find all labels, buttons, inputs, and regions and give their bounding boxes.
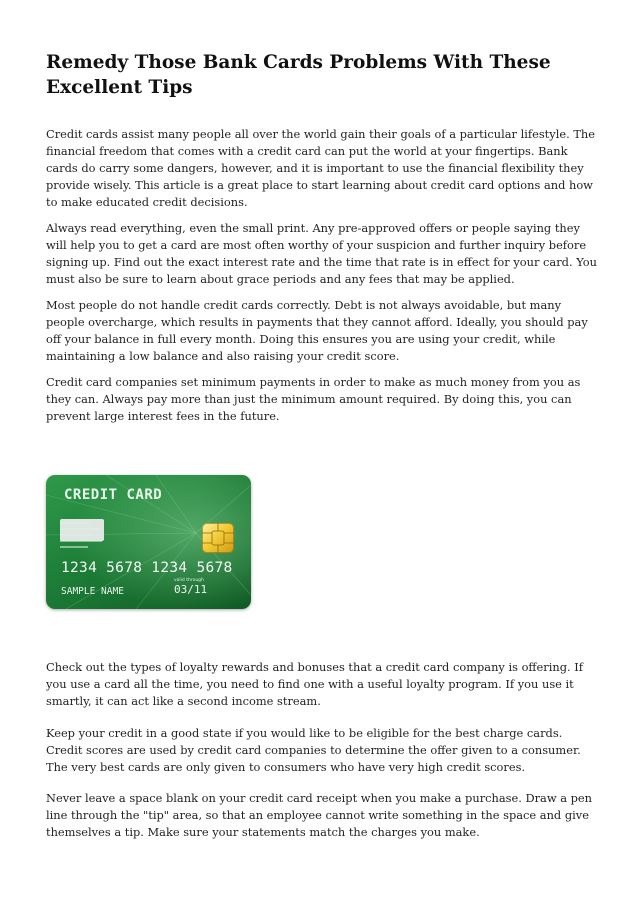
paragraph-7: Never leave a space blank on your credit card receipt when you make a purchase. Draw a pen line through the "tip" area, so that an employee cannot write something in the space and give themselves a tip. Make sure your statements match the charges you make. [46,791,592,839]
card-heading: CREDIT CARD [64,487,163,503]
paragraph-3: Most people do not handle credit cards correctly. Debt is not always avoidable, but many people overcharge, which results in payments that they cannot afford. Ideally, you should pay off your balance in full every month. Doing this ensures you are using your credit, while maintaining a low balance and also raising your credit score. [46,298,588,363]
article-title: Remedy Those Bank Cards Problems With These Excellent Tips [46,52,551,98]
card-holder-name: SAMPLE NAME [61,586,124,597]
paragraph-1: Credit cards assist many people all over the world gain their goals of a particular lifestyle. The financial freedom that comes with a credit card can put the world at your fingertips. Bank cards do carry some dangers, however, and it is important to use the financial flexibility they provide wisely. This article is a great place to start learning about credit card options and how to make educated credit decisions. [46,127,595,209]
paragraph-2: Always read everything, even the small print. Any pre-approved offers or people saying they will help you to get a card are most often worthy of your suspicion and further inquiry before signing up. Find out the exact interest rate and the time that rate is in effect for your card. You must also be sure to learn about grace periods and any fees that may be applied. [46,221,597,286]
card-number: 1234 5678 1234 5678 [61,560,233,576]
card-chip-icon [202,523,234,553]
card-expiry: 03/11 [174,583,208,596]
paragraph-5: Check out the types of loyalty rewards and bonuses that a credit card company is offering. If you use a card all the time, you need to find one with a useful loyalty program. If you use it smartly, it can act like a second income stream. [46,660,583,708]
card-valid-label: valid through [174,578,204,583]
credit-card-image [46,475,251,609]
paragraph-6: Keep your credit in a good state if you would like to be eligible for the best charge cards. Credit scores are used by credit card companies to determine the offer given to a consumer. The very best cards are only given to consumers who have very high credit scores. [46,726,581,774]
card-text-lines [60,522,102,552]
paragraph-4: Credit card companies set minimum payments in order to make as much money from you as they can. Always pay more than just the minimum amount required. By doing this, you can prevent large interest fees in the future. [46,375,581,423]
